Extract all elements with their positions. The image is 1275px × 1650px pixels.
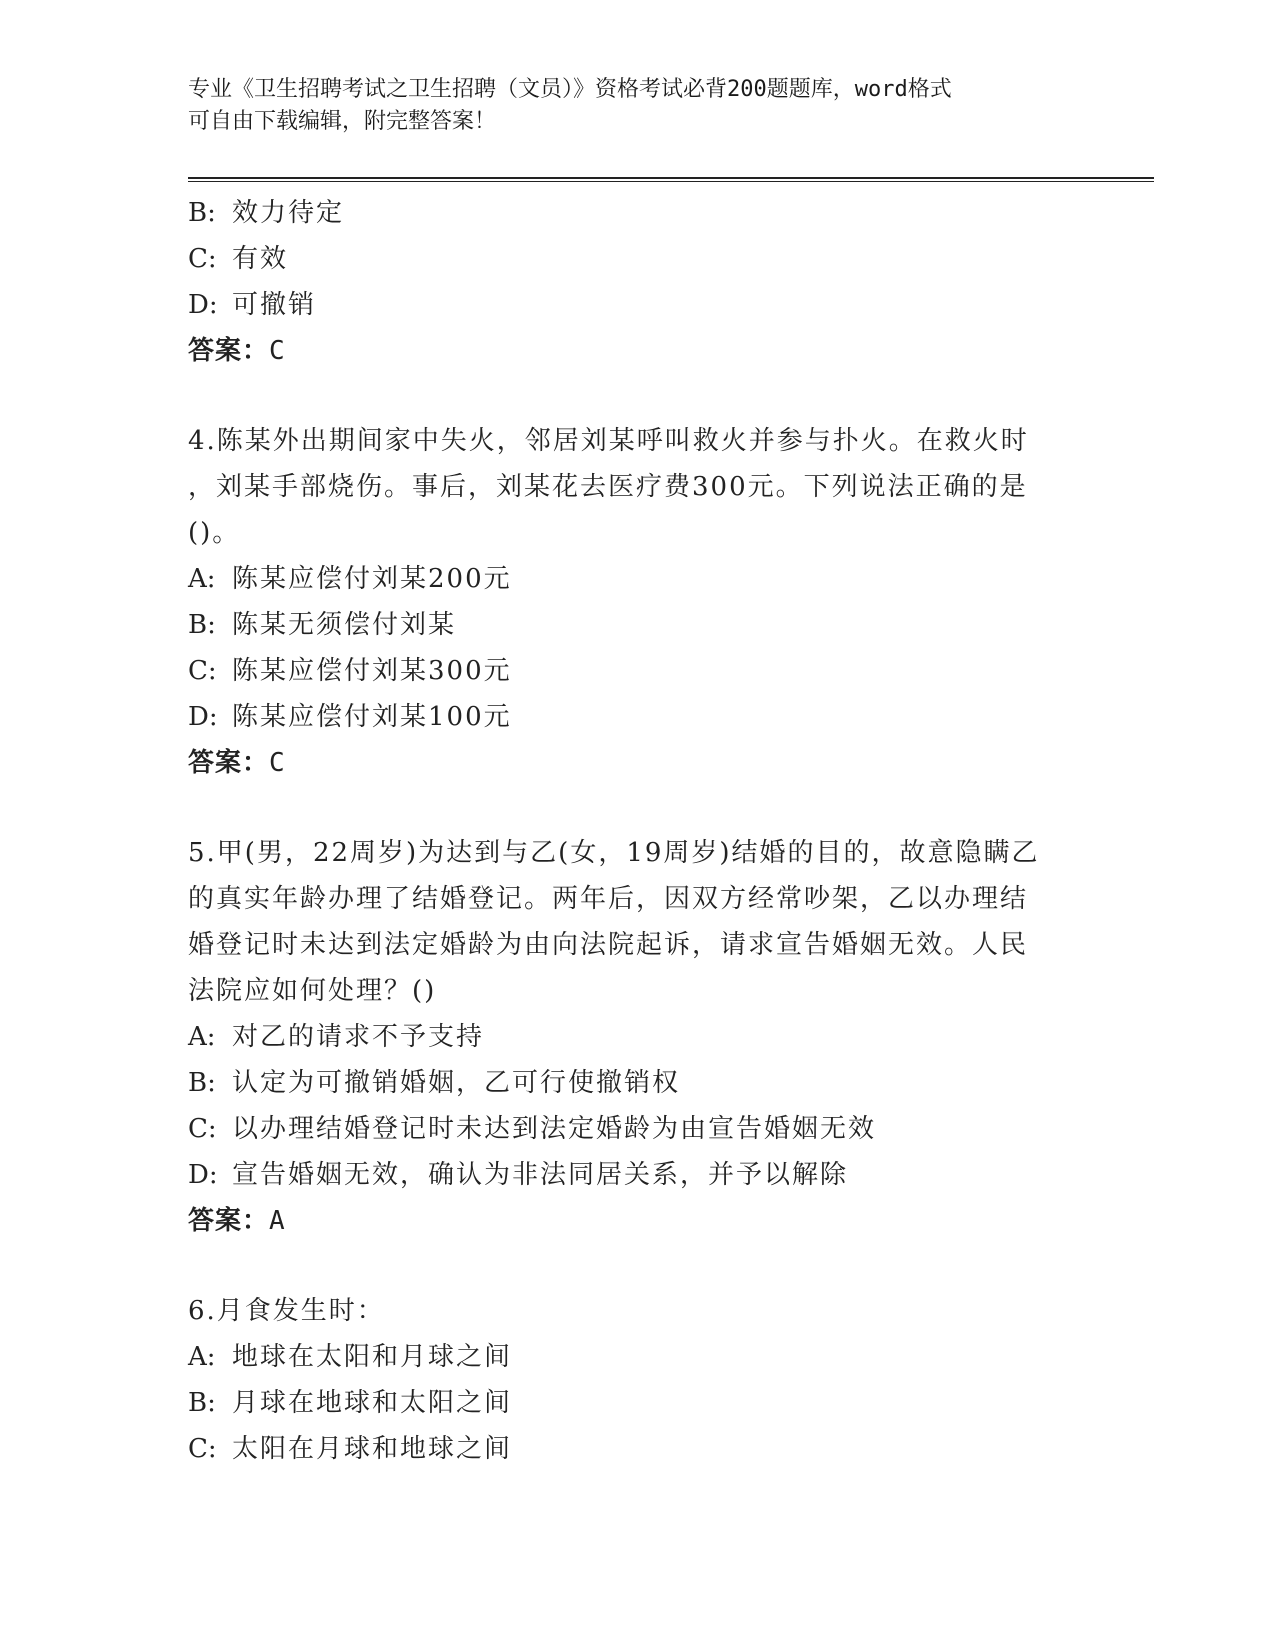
option-d <box>188 694 1088 740</box>
option-letter: D: <box>188 1160 218 1190</box>
option-letter: A: <box>188 1342 216 1372</box>
option-c <box>188 1106 1088 1152</box>
option-letter: C: <box>188 656 217 686</box>
option-text: 认定为可撤销婚姻，乙可行使撤销权 <box>232 1068 681 1098</box>
question-stem-line: ，刘某手部烧伤。事后，刘某花去医疗费300元。下列说法正确的是 <box>188 472 1028 502</box>
question-stem-line: ()。 <box>188 518 241 548</box>
option-text: 以办理结婚登记时未达到法定婚龄为由宣告婚姻无效 <box>232 1114 877 1144</box>
option-text: 可撤销 <box>232 290 317 320</box>
option-text: 宣告婚姻无效，确认为非法同居关系，并予以解除 <box>232 1160 849 1190</box>
answer-label: 答案： <box>188 748 270 778</box>
option-text: 月球在地球和太阳之间 <box>232 1388 513 1418</box>
question-3-tail <box>188 190 1088 374</box>
answer-value: A <box>269 1206 286 1236</box>
spacer <box>188 786 1088 830</box>
option-b <box>188 190 1088 236</box>
option-c <box>188 648 1088 694</box>
question-list <box>188 190 1088 1472</box>
question-stem-line: 4.陈某外出期间家中失火，邻居刘某呼叫救火并参与扑火。在救火时 <box>188 426 1029 456</box>
question-stem-line: 法院应如何处理？() <box>188 976 437 1006</box>
question-4 <box>188 418 1088 786</box>
spacer <box>188 1244 1088 1288</box>
option-letter: C: <box>188 1114 217 1144</box>
question-6 <box>188 1288 1088 1472</box>
answer-label: 答案： <box>188 1206 270 1236</box>
header-divider <box>188 177 1154 182</box>
option-text: 有效 <box>232 244 289 274</box>
option-text: 陈某无须偿付刘某 <box>232 610 457 640</box>
option-a <box>188 1334 1088 1380</box>
option-text: 陈某应偿付刘某300元 <box>232 656 512 686</box>
option-letter: B: <box>188 1388 216 1418</box>
header-line-1: 专业《卫生招聘考试之卫生招聘（文员）》资格考试必背200题题库，word格式 <box>188 77 952 102</box>
option-d <box>188 282 1088 328</box>
option-letter: B: <box>188 198 216 228</box>
option-letter: A: <box>188 1022 216 1052</box>
option-a <box>188 1014 1088 1060</box>
option-d <box>188 1152 1088 1198</box>
question-stem-line: 6.月食发生时： <box>188 1296 385 1326</box>
option-letter: C: <box>188 244 217 274</box>
option-letter: D: <box>188 290 218 320</box>
option-c <box>188 1426 1088 1472</box>
option-text: 陈某应偿付刘某100元 <box>232 702 512 732</box>
option-b <box>188 1060 1088 1106</box>
option-letter: B: <box>188 610 216 640</box>
answer-value: C <box>269 336 286 366</box>
spacer <box>188 374 1088 418</box>
option-b <box>188 1380 1088 1426</box>
answer-line <box>188 1198 1088 1244</box>
option-text: 地球在太阳和月球之间 <box>232 1342 513 1372</box>
option-text: 太阳在月球和地球之间 <box>232 1434 513 1464</box>
option-b <box>188 602 1088 648</box>
header-line-2: 可自由下载编辑，附完整答案！ <box>188 109 497 134</box>
document-header <box>188 74 1088 138</box>
question-5 <box>188 830 1088 1244</box>
question-stem-line: 5.甲(男，22周岁)为达到与乙(女，19周岁)结婚的目的，故意隐瞒乙 <box>188 838 1040 868</box>
option-text: 陈某应偿付刘某200元 <box>232 564 512 594</box>
option-letter: C: <box>188 1434 217 1464</box>
question-stem-line: 婚登记时未达到法定婚龄为由向法院起诉，请求宣告婚姻无效。人民 <box>188 930 1029 960</box>
answer-line <box>188 740 1088 786</box>
answer-value: C <box>269 748 286 778</box>
option-letter: A: <box>188 564 216 594</box>
option-letter: D: <box>188 702 218 732</box>
option-a <box>188 556 1088 602</box>
answer-line <box>188 328 1088 374</box>
question-stem-line: 的真实年龄办理了结婚登记。两年后，因双方经常吵架，乙以办理结 <box>188 884 1029 914</box>
answer-label: 答案： <box>188 336 270 366</box>
option-c <box>188 236 1088 282</box>
option-letter: B: <box>188 1068 216 1098</box>
option-text: 对乙的请求不予支持 <box>232 1022 485 1052</box>
option-text: 效力待定 <box>232 198 345 228</box>
